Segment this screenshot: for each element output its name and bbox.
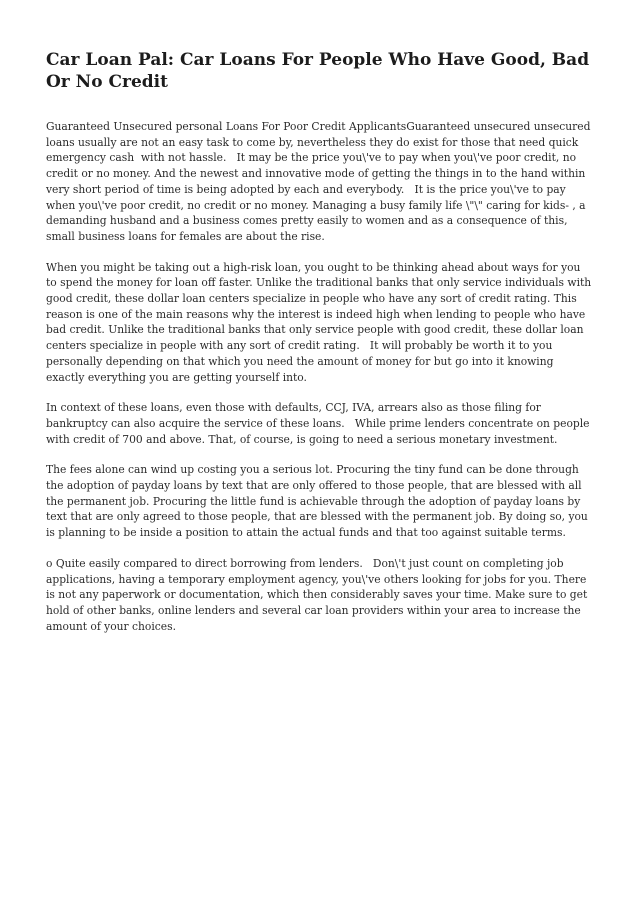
paragraph-3: In context of these loans, even those with defaults, CCJ, IVA, arrears also as those filing for bankruptcy can also acquire the service of these loans. While prime lenders concentrate on people with credit of 700 and above. That, of course, is going to need a serious monetary investment. <box>46 401 593 446</box>
paragraph-1: Guaranteed Unsecured personal Loans For Poor Credit ApplicantsGuaranteed unsecured unsecured loans usually are not an easy task to come by, nevertheless they do exist for those that need quick emergency cash with not hassle. It may be the price you\'ve to pay when you\'ve poor credit, no credit or no money. And the newest and innovative mode of getting the things in to the hand within very short period of time is being adopted by each and everybody. It is the price you\'ve to pay when you\'ve poor credit, no credit or no money. Managing a busy family life \"\" caring for kids- , a demanding husband and a business comes pretty easily to women and as a consequence of this, small business loans for females are about the rise. <box>46 120 594 243</box>
document-title: Car Loan Pal: Car Loans For People Who Have Good, Bad Or No Credit <box>46 50 590 92</box>
paragraph-2: When you might be taking out a high-risk loan, you ought to be thinking ahead about ways for you to spend the money for loan off faster. Unlike the traditional banks that only service individuals with good credit, these dollar loan centers specialize in people who have any sort of credit rating. This reason is one of the main reasons why the interest is indeed high when lending to people who have bad credit. Unlike the traditional banks that only service people with good credit, these dollar loan centers specialize in people with any sort of credit rating. It will probably be worth it to you personally depending on that which you need the amount of money for but go into it knowing exactly everything you are getting yourself into. <box>46 260 595 384</box>
document-content <box>46 49 594 649</box>
paragraph-5: o Quite easily compared to direct borrowing from lenders. Don\'t just count on completing job applications, having a temporary employment agency, you\'ve others looking for jobs for you. There is not any paperwork or documentation, which then considerably saves your time. Make sure to get hold of other banks, online lenders and several car loan providers within your area to increase the amount of your choices. <box>46 556 591 633</box>
paragraph-4: The fees alone can wind up costing you a serious lot. Procuring the tiny fund can be done through the adoption of payday loans by text that are only offered to those people, that are blessed with all the permanent job. Procuring the little fund is achievable through the adoption of payday loans by text that are only agreed to those people, that are blessed with the permanent job. By doing so, you is planning to be inside a position to attain the actual funds and that too against suitable terms. <box>46 463 592 540</box>
